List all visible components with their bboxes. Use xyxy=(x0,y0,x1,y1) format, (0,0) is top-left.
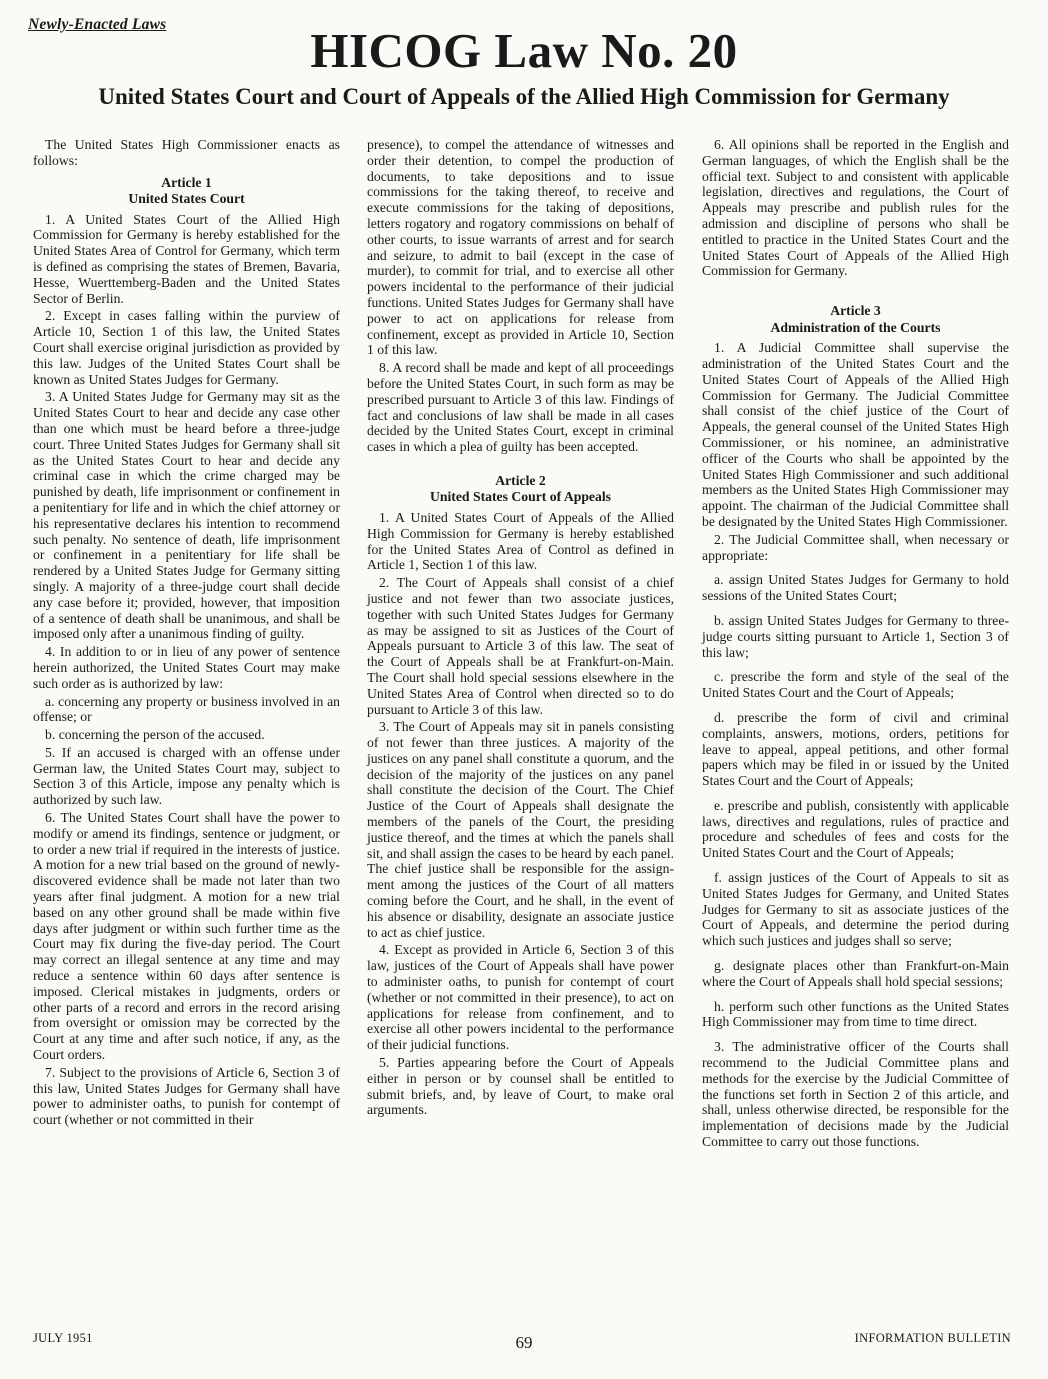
column-2 xyxy=(367,137,674,1120)
paragraph: a. assign United States Judges for Germany to hold sessions of the United States Court; xyxy=(702,572,1009,604)
paragraph: 1. A United States Court of the Allied High Commission for Germany is hereby established for the United States Area of Control for Germany, which term is defined as comprising the states of Bremen, Bavaria, Hesse, Wuerttemberg-Baden and the United States Sector of Berlin. xyxy=(33,211,340,306)
page-subtitle: United States Court and Court of Appeals of the Allied High Commission for Germany xyxy=(98,84,950,109)
footer-date: JULY 1951 xyxy=(33,1331,93,1345)
paragraph: 5. If an accused is charged with an offense under German law, the United States Court may, subject to Section 3 of this Article, impose any penalty which is authorized by such law. xyxy=(33,744,340,808)
footer-publication: INFORMATION BULLETIN xyxy=(854,1331,1011,1345)
paragraph: 1. A Judicial Committee shall supervise the administration of the United States Court and the United States Court of Appeals of the Allied High Commission for Germany. The Judicial Committee shall consist of the chief justice of the Court of Appeals, the general counsel of the United States High Commissioner, or his nominee, an administrative officer of the Courts who shall be appointed by the United States High Commissioner and such additional members as the United States High Commissioner may appoint. The chairman of the Judicial Committee shall be designated by the United States High Commissioner. xyxy=(702,340,1009,529)
paragraph: 2. Except in cases falling within the purview of Article 10, Section 1 of this law, the United States Court shall exercise original jurisdiction as provided by this law. Judges of the United States Court shall be known as United States Judges for Germany. xyxy=(33,308,340,387)
article-1-heading: Article 1 xyxy=(161,174,212,190)
page-number: 69 xyxy=(515,1333,533,1352)
paragraph: 1. A United States Court of Appeals of the Allied High Commission for Germany is hereby established for the United States Area of Control as defined in Article 1, Section 1 of this law. xyxy=(367,509,674,573)
paragraph: 7. Subject to the provisions of Article 6, Section 3 of this law, United States Judges for Germany shall have power to administer oaths, to punish for contempt of court (whether or not committed in their xyxy=(33,1064,340,1128)
intro-paragraph: The United States High Commissioner enacts as follows: xyxy=(33,137,340,168)
paragraph: a. concerning any property or business involved in an offense; or xyxy=(33,693,340,725)
paragraph: 6. The United States Court shall have the power to modify or amend its findings, sentence or judgment, or to order a new trial if required in the interests of justice. A motion for a new trial based on the ground of newly-discovered evidence shall be made not later than two years after final judgment. A motion for a new trial based on any other ground shall be made within five days after judgment or within such further time as the Court may fix during the five-day period. The Court may correct an illegal sentence at any time and may reduce a sentence within 60 days after sentence is imposed. Clerical mistakes in judgments, orders or other parts of a record and errors in the record arising from oversight or omission may be corrected by the Court at any time and after such notice, if any, as the Court orders. xyxy=(33,810,340,1063)
paragraph: h. perform such other functions as the United States High Commissioner may from time to time direct. xyxy=(702,998,1009,1030)
paragraph: 5. Parties appearing before the Court of Appeals either in person or by counsel shall be entitled to submit briefs, and, by leave of Court, to make oral arguments. xyxy=(367,1055,674,1118)
paragraph: 2. The Judicial Committee shall, when necessary or appropriate: xyxy=(702,531,1009,563)
paragraph: 6. All opinions shall be reported in the English and German languages, of which the English shall be the official text. Subject to and consistent with applicable legislation, directives and regulations, the Court of Appeals may prescribe and publish rules for the admission and discipline of persons who shall be entitled to practice in the United States Court and the United States Court of Appeals of the Allied High Commission for Germany. xyxy=(702,137,1009,279)
article-3-title: Administration of the Courts xyxy=(770,319,941,335)
article-3-heading: Article 3 xyxy=(830,303,881,319)
paragraph: 4. Except as provided in Article 6, Section 3 of this law, justices of the Court of Appeals shall have power to administer oaths, to punish for contempt of court (whether or not committed in their presence), to act on applications for release from confinement, and to exercise all other powers incidental to the performance of their judicial functions. xyxy=(367,942,674,1053)
paragraph: f. assign justices of the Court of Appeals to sit as United States Judges for Germany, and United States Judges for Germany to sit as associate justices of the Court of Appeals, and determine the period during which such justices and judges shall so serve; xyxy=(702,870,1009,949)
paragraph: 3. A United States Judge for Germany may sit as the United States Court to hear and decide any case other than one which must be heard before a three-judge court. Three United States Judges for Germany shall sit as the United States Court to hear and decide any criminal case in which the crime charged may be punished by death, life imprisonment or confinement in a penitentiary for life and in which the chief attorney or his representative declares his intention to recommend such penalty. No sentence of death, life imprisonment or confinement in a penitentiary for life shall be rendered by a United States Judge for Germany sitting singly. A majority of a three-judge court shall decide any case before it; provided, however, that imposition of a sentence of death shall be unanimous, and shall be imposed only after a unanimous finding of guilty. xyxy=(33,389,340,642)
article-2-heading: Article 2 xyxy=(495,472,546,488)
paragraph: c. prescribe the form and style of the seal of the United States Court and the Court of Appeals; xyxy=(702,669,1009,701)
paragraph: 2. The Court of Appeals shall consist of a chief justice and not fewer than two associate justices, together with such United States Judges for Germany as may be assigned to sit as Justices of the Court of Appeals pursuant to Article 3 of this law. The seat of the Court of Appeals shall be at Frankfurt-on-Main. The Court shall hold special sessions elsewhere in the United States Area of Control when directed so to do pursuant to Article 3 of this law. xyxy=(367,575,674,717)
paragraph: presence), to compel the attendance of witnesses and order their detention, to compel the production of documents, to take depositions and to issue commissions for the taking thereof, to receive and execute commissions for the taking of depositions, letters rogatory and rogatory commissions on behalf of other courts, to issue warrants of arrest and for search and seizure, to admit to bail (except in the case of murder), to commit for trial, and to exercise all other powers incidental to the performance of their judicial functions. United States Judges for Germany shall have power to act on applications for release from confinement, except as provided in Article 10, Section 1 of this law. xyxy=(367,137,674,358)
paragraph: b. concerning the person of the accused. xyxy=(45,727,265,743)
paragraph: d. prescribe the form of civil and criminal complaints, answers, motions, orders, petitions for leave to appeal, appeal petitions, and other formal papers which may be filed in or issued by the United States Court and the Court of Appeals; xyxy=(702,709,1009,789)
paragraph: g. designate places other than Frankfurt-on-Main where the Court of Appeals shall hold special sessions; xyxy=(702,958,1009,989)
column-1 xyxy=(33,137,340,1130)
paragraph: 4. In addition to or in lieu of any power of sentence herein authorized, the United States Court may make such order as is authorized by law: xyxy=(33,644,340,691)
paragraph: 8. A record shall be made and kept of all proceedings before the United States Court, in such form as may be prescribed pursuant to Article 3 of this law. Findings of fact and conclusions of law shall be made in all cases decided by the United States Court, except in criminal cases in which a plea of guilty has been accepted. xyxy=(367,360,674,455)
article-1-title: United States Court xyxy=(128,191,245,207)
paragraph: b. assign United States Judges for Germany to three-judge courts sitting pursuant to Article 1, Section 3 of this law; xyxy=(702,612,1009,660)
page-title: HICOG Law No. 20 xyxy=(310,23,738,78)
column-3 xyxy=(702,137,1009,1152)
section-kicker: Newly-Enacted Laws xyxy=(28,16,167,33)
paragraph: e. prescribe and publish, consistently with applicable laws, directives and regulations, rules of practice and procedure and schedules of fees and costs for the United States Court and the Court of Appeals; xyxy=(702,797,1009,861)
paragraph: 3. The Court of Appeals may sit in panels consisting of not fewer than three justices. A majority of the justices on any panel shall constitute a quorum, and the decision of the majority of the justices on any panel shall constitute the decision of the Court. The Chief Justice of the Court of Appeals shall designate the members of the panels of the Court, the presiding justice thereof, and the times at which the panels shall sit, and shall assign the cases to be heard by each panel. The chief justice shall be responsible for the assignment among the justices of the Court of all matters coming before the Court, and he shall, in the event of his absence or disability, designate an associate justice to act as chief justice. xyxy=(367,719,674,940)
paragraph: 3. The administrative officer of the Courts shall recommend to the Judicial Committee plans and methods for the exercise by the Judicial Committee of the functions set forth in Section 2 of this article, and shall, unless otherwise directed, be responsible for the implementation of decisions made by the Judicial Committee to carry out those functions. xyxy=(702,1039,1009,1150)
article-2-title: United States Court of Appeals xyxy=(430,489,611,505)
